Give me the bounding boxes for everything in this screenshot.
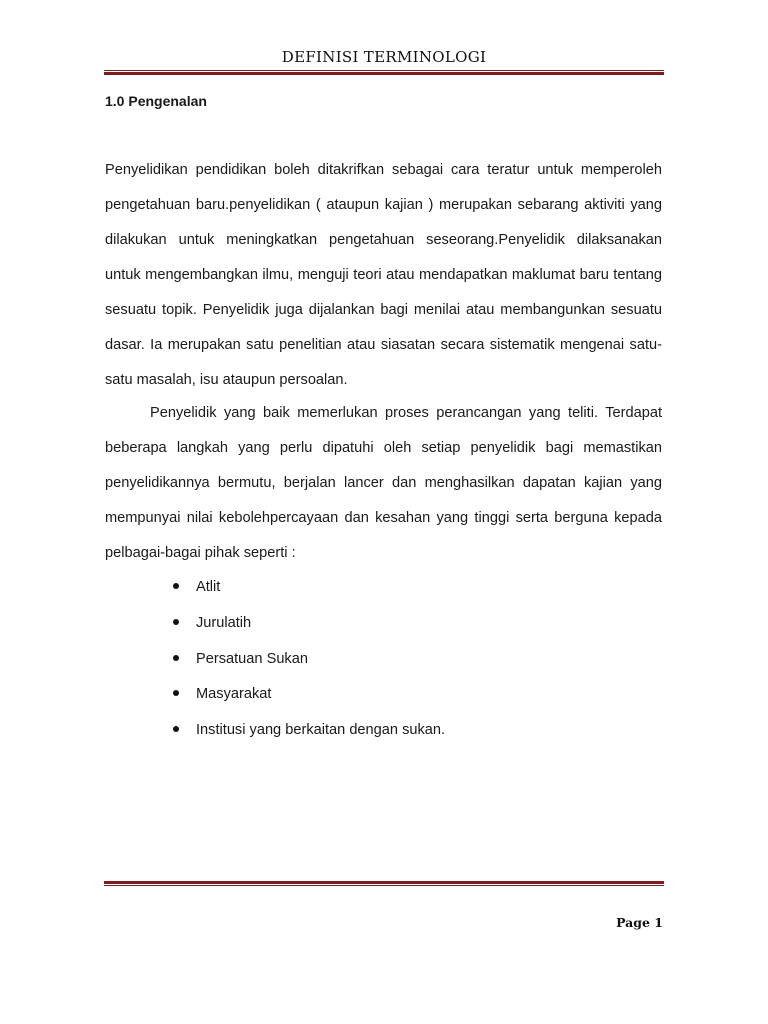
list-item-label: Atlit	[196, 579, 221, 595]
list-item	[173, 714, 445, 750]
paragraph-researcher: Penyelidik yang baik memerlukan proses perancangan yang teliti. Terdapat beberapa langkah yang perlu dipatuhi oleh setiap penyelidik bagi memastikan penyelidikannya bermutu, berjalan lancer dan menghasilkan dapatan kajian yang mempunyai nilai kebolehpercayaan dan kesahan yang tinggi serta berguna kepada pelbagai-bagai pihak seperti :	[105, 405, 662, 561]
stakeholder-list	[173, 571, 445, 750]
bullet-icon	[173, 583, 179, 589]
footer-divider	[104, 881, 664, 886]
list-item-label: Masyarakat	[196, 686, 272, 703]
list-item-label: Institusi yang berkaitan dengan sukan.	[196, 722, 446, 739]
list-item	[173, 678, 445, 714]
page-number: Page 1	[616, 915, 663, 930]
bullet-icon	[173, 690, 179, 696]
list-item-label: Jurulatih	[196, 614, 252, 631]
list-item	[173, 607, 445, 643]
paragraph-intro: Penyelidikan pendidikan boleh ditakrifkan sebagai cara teratur untuk memperoleh pengetahuan baru.penyelidikan ( ataupun kajian ) merupakan sebarang aktiviti yang dilakukan untuk meningkatkan pengetahuan seseorang.Penyelidik dilaksanakan untuk mengembangkan ilmu, menguji teori atau mendapatkan maklumat baru tentang sesuatu topik. Penyelidik juga dijalankan bagi menilai atau membangunkan sesuatu dasar. Ia merupakan satu penelitian atau siasatan secara sistematik mengenai satu-satu masalah, isu ataupun persoalan.	[105, 162, 662, 388]
header-divider	[104, 70, 664, 75]
list-item-label: Persatuan Sukan	[196, 650, 308, 667]
section-heading: 1.0 Pengenalan	[105, 93, 207, 109]
bullet-icon	[173, 619, 179, 625]
bullet-icon	[173, 726, 179, 732]
page-header-title: DEFINISI TERMINOLOGI	[281, 48, 487, 66]
list-item	[173, 571, 445, 607]
list-item	[173, 643, 445, 679]
bullet-icon	[173, 655, 179, 661]
